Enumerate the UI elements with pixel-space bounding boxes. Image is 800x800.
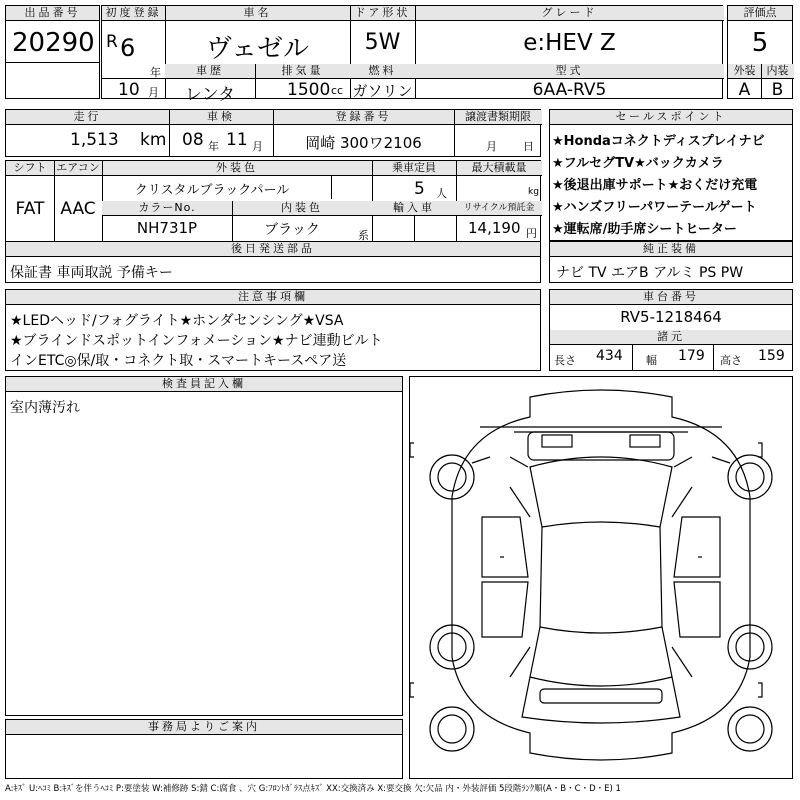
sales-point-item: ★Hondaコネクトディスプレイナビ bbox=[552, 134, 765, 149]
later-parts-text: 保証書 車両取説 予備キー bbox=[10, 265, 173, 281]
car-name: ヴェゼル bbox=[206, 34, 309, 64]
sales-point-item: ★運転席/助手席シートヒーター bbox=[552, 222, 737, 237]
recycle-deposit: 14,190 bbox=[468, 219, 521, 237]
door-label: ドア形状 bbox=[350, 6, 415, 21]
inspection-year-unit: 年 bbox=[208, 140, 219, 153]
history-label: 車歴 bbox=[165, 64, 255, 79]
mileage-label: 走行 bbox=[6, 110, 169, 125]
transfer-label: 譲渡書類期限 bbox=[454, 110, 542, 125]
equipment-label: 純正装備 bbox=[550, 242, 792, 257]
height: 159 bbox=[758, 348, 785, 364]
capacity: 5 bbox=[414, 179, 425, 199]
lot-number: 20290 bbox=[12, 28, 95, 58]
month-unit: 月 bbox=[148, 86, 159, 99]
car-diagram-box bbox=[409, 376, 793, 779]
inspection-label: 車検 bbox=[169, 110, 273, 125]
transfer-day: 日 bbox=[523, 140, 534, 153]
model-code: 6AA-RV5 bbox=[532, 80, 607, 100]
mileage-row bbox=[5, 109, 541, 157]
fuel-label: 燃料 bbox=[350, 64, 415, 79]
fuel-type: ガソリン bbox=[352, 82, 413, 100]
int-grade-label: 内装 bbox=[761, 64, 794, 79]
notes-line: ★LEDヘッド/フォグライト★ホンダセンシング★VSA bbox=[10, 313, 344, 329]
door-type: 5W bbox=[364, 30, 401, 55]
color-number: NH731P bbox=[136, 219, 198, 237]
int-color-label: 内装色 bbox=[232, 201, 372, 216]
car-body-diagram bbox=[410, 377, 792, 778]
displacement: 1500 bbox=[287, 80, 331, 100]
lot-number-box bbox=[5, 5, 100, 99]
shift-label: シフト bbox=[6, 161, 54, 176]
chassis-number: RV5-1218464 bbox=[620, 308, 722, 326]
score-label: 評価点 bbox=[728, 6, 792, 21]
interior-color-unit: 系 bbox=[358, 229, 369, 242]
office-label: 事務局よりご案内 bbox=[6, 720, 402, 735]
reg-no-label: 登録番号 bbox=[273, 110, 454, 125]
width: 179 bbox=[678, 348, 705, 364]
capacity-label: 乗車定員 bbox=[372, 161, 456, 176]
displacement-unit: cc bbox=[331, 84, 344, 97]
office-box bbox=[5, 719, 403, 779]
model-label: 型式 bbox=[415, 64, 724, 79]
max-load-label: 最大積載量 bbox=[456, 161, 542, 176]
height-label: 高さ bbox=[720, 354, 742, 367]
first-reg-label: 初度登録 bbox=[102, 6, 165, 21]
length: 434 bbox=[596, 348, 623, 364]
notes-line: インETC◎保/取・コネクト取・スマートキースペア送 bbox=[10, 353, 347, 369]
sales-point-item: ★後退出庫サポート★おくだけ充電 bbox=[552, 178, 758, 193]
score: 5 bbox=[751, 28, 769, 58]
recycle-label: リサイクル預託金 bbox=[456, 201, 542, 216]
max-load-unit: kg bbox=[528, 187, 539, 197]
grade-label: グレード bbox=[415, 6, 724, 21]
inspection-month: 11 bbox=[226, 130, 248, 150]
recycle-unit: 円 bbox=[526, 227, 537, 240]
int-grade: B bbox=[771, 80, 784, 100]
inspector-box bbox=[5, 376, 403, 716]
car-name-label: 車名 bbox=[165, 6, 350, 21]
ext-grade-label: 外装 bbox=[728, 64, 761, 79]
interior-color: ブラック bbox=[264, 222, 320, 238]
ext-color-label: 外装色 bbox=[102, 161, 372, 176]
first-reg-month: 10 bbox=[118, 80, 140, 100]
dims-label: 諸元 bbox=[550, 330, 792, 345]
shift: FAT bbox=[15, 199, 45, 219]
mileage-unit: km bbox=[140, 130, 167, 150]
first-reg-year: 6 bbox=[120, 34, 136, 62]
width-label: 幅 bbox=[646, 354, 657, 367]
era: R bbox=[106, 32, 118, 52]
capacity-unit: 人 bbox=[436, 187, 447, 200]
sales-point-item: ★フルセグTV★バックカメラ bbox=[552, 156, 724, 171]
later-parts-box bbox=[5, 241, 541, 283]
registration-number: 岡崎 300ワ2106 bbox=[305, 134, 422, 152]
vehicle-history: レンタ bbox=[185, 85, 235, 105]
inspector-text: 室内薄汚れ bbox=[10, 400, 80, 416]
ac-label: エアコン bbox=[54, 161, 102, 176]
chassis-box bbox=[549, 289, 793, 371]
inspection-year: 08 bbox=[182, 130, 204, 150]
chassis-label: 車台番号 bbox=[550, 290, 792, 305]
spec-row bbox=[5, 160, 541, 242]
vehicle-header-table bbox=[101, 5, 723, 105]
grade: e:HEV Z bbox=[523, 30, 616, 56]
displacement-label: 排気量 bbox=[255, 64, 350, 79]
import-label: 輸入車 bbox=[372, 201, 456, 216]
lot-number-label: 出品番号 bbox=[6, 6, 99, 21]
notes-line: ★ブラインドスポットインフォメーション★ナビ連動ビルト bbox=[10, 333, 383, 349]
equipment-box bbox=[549, 241, 793, 283]
inspector-label: 検査員記入欄 bbox=[6, 377, 402, 392]
damage-legend: A:ｷｽﾞ U:ﾍｺﾐ B:ｷｽﾞを伴うﾍｺﾐ P:要塗装 W:補修跡 S:錆 C:腐食 、穴 G:ﾌﾛﾝﾄｶﾞﾗｽ点ｷｽﾞ XX:交換済み X:要交換 欠:欠品 内・外装評価 5段階ﾗﾝｸ順(A・B・C・D・E) 1 bbox=[5, 784, 621, 794]
notes-box bbox=[5, 289, 541, 371]
later-parts-label: 後日発送部品 bbox=[6, 242, 540, 257]
score-box bbox=[727, 5, 793, 99]
sales-points-box bbox=[549, 109, 793, 241]
sales-point-item: ★ハンズフリーパワーテールゲート bbox=[552, 200, 757, 215]
transfer-month: 月 bbox=[486, 140, 497, 153]
ext-grade: A bbox=[738, 80, 751, 100]
air-conditioner: AAC bbox=[60, 199, 96, 219]
color-no-label: カラーNo. bbox=[102, 201, 232, 216]
sales-points-label: セールスポイント bbox=[550, 110, 792, 125]
length-label: 長さ bbox=[554, 354, 576, 367]
year-unit: 年 bbox=[150, 66, 161, 79]
exterior-color: クリスタルブラックパール bbox=[134, 183, 290, 198]
mileage: 1,513 bbox=[70, 130, 119, 150]
inspection-month-unit: 月 bbox=[252, 140, 263, 153]
equipment-text: ナビ TV エアB アルミ PS PW bbox=[556, 265, 744, 281]
notes-label: 注意事項欄 bbox=[6, 290, 540, 305]
